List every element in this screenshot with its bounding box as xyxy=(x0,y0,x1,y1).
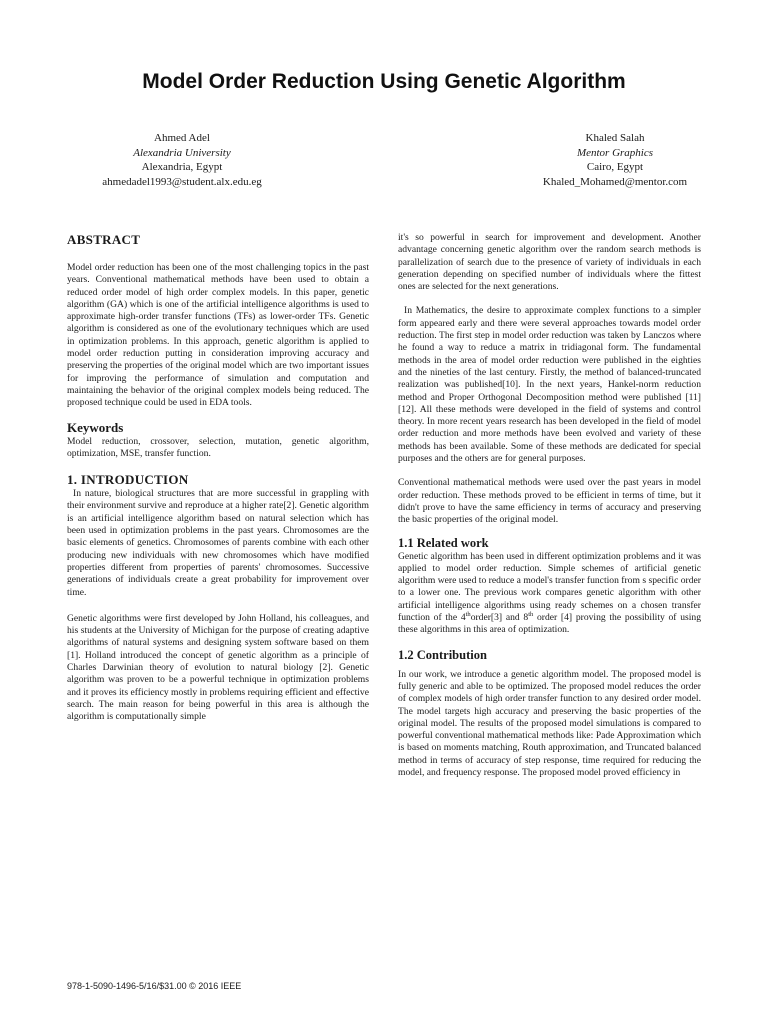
paper-title: Model Order Reduction Using Genetic Algorithm xyxy=(142,70,626,93)
author-location: Alexandria, Egypt xyxy=(141,161,223,173)
author-2 xyxy=(495,131,735,189)
author-affiliation: Alexandria University xyxy=(133,146,231,159)
introduction-heading: 1. INTRODUCTION xyxy=(67,472,189,488)
author-name: Ahmed Adel xyxy=(154,132,210,144)
keywords-heading: Keywords xyxy=(67,419,124,435)
superscript-th-2: th xyxy=(528,610,534,618)
author-location: Cairo, Egypt xyxy=(586,161,644,173)
author-email: Khaled_Mohamed@mentor.com xyxy=(542,175,688,188)
intro-paragraph-1: In nature, biological structures that are more successful in grappling with their environment survive and reproduce at a higher rate[2]. Genetic algorithm is an artificial intelligence algorithm based on natural selection which has been used in optimization problems in the past years. Chromosomes are the basic elements of genetics. Chromosomes of parents combine with each other producing new individuals with new chromosomes which have modified properties different from properties of parents' chromosomes. Successive generations of individuals create a great probability for improvement over time. xyxy=(67,488,369,598)
abstract-text: Model order reduction has been one of the most challenging topics in the past years. Conventional mathematical methods have been used to obtain a reduced order model of high order complex models. In this paper, genetic algorithm (GA) which is one of the artificial intelligence algorithms is used to approximate high-order transfer functions (TFs) as lower-order TFs. Genetic algorithm is considered as one of the evolutionary techniques which are used in optimization problems. In this approach, genetic algorithm is applied to model order reduction putting in consideration improving accuracy and preserving the properties of the original model which are two important issues for improving the performance of simulation and computation and maintaining the behavior of the original complex models being reduced. The proposed technique could be used in EDA tools. xyxy=(67,262,369,409)
related-work-text xyxy=(398,551,701,637)
left-column xyxy=(67,232,369,724)
related-work-text-a: Genetic algorithm has been used in different optimization problems and it was applied to model order reduction. Simple schemes of artificial genetic algorithm were used to reduce a model's transfer function from s specific order to a lower one. The previous work compares genetic algorithm with other artificial intelligence algorithms using ready schemes on a chosen transfer function of the 4 xyxy=(398,550,701,624)
intro-paragraph-4: In Mathematics, the desire to approximate complex functions to a simpler form appeared early and there were several approaches towards model order reduction. The first step in model order reduction was taken by Lanczos where he found a way to reduce a matrix in tridiagonal form. The fundamental methods in the area of model order reduction were published in the eighties and the nineties of the last century. Firstly, the method of balanced-truncated realization was published[10]. In the next years, Hankel-norm reduction method and Proper Orthogonal Decomposition method were published [11][12]. All these methods were developed in the field of systems and control theory. In more recent years research has been developed in the field of model order reduction and more methods have been evolved and variety of these methods has been available. Some of these methods are dedicated for special purposes and the others are for general purposes. xyxy=(398,305,701,465)
author-1 xyxy=(62,131,302,189)
author-affiliation: Mentor Graphics xyxy=(576,146,654,159)
intro-paragraph-5: Conventional mathematical methods were used over the past years in model order reduction. These methods proved to be efficient in terms of time, but it didn't prove to have the same efficiency in terms of accuracy and preserving the basic properties of the original model. xyxy=(398,477,701,526)
related-work-heading: 1.1 Related work xyxy=(398,535,489,550)
contribution-text: In our work, we introduce a genetic algorithm model. The proposed model is fully generic and able to be optimized. The proposed model reduces the order of complex models of high order transfer function to any desired order model. The model targets high accuracy and preserving the basic properties of the original model. The results of the proposed model simulations is compared to powerful conventional mathematical methods like: Pade Approximation which is based on moments matching, Routh approximation, and Truncated balanced method in terms of accuracy of step response, time required for reducing the model, and frequency response. The proposed model proved efficiency in xyxy=(398,668,701,778)
contribution-heading: 1.2 Contribution xyxy=(398,647,487,662)
related-work-text-b: order[3] and 8 xyxy=(470,612,529,624)
author-email: ahmedadel1993@student.alx.edu.eg xyxy=(102,175,262,188)
intro-paragraph-2: Genetic algorithms were first developed by John Holland, his colleagues, and his students at the University of Michigan for the purpose of creating adaptive algorithms of natural systems and designing system software based on them [1]. Holland introduced the concept of genetic algorithm as a principle of Charles Darwinian theory of evolution to natural biology [2]. Genetic algorithm was proven to be a powerful technique in optimization problems and it proves its efficiency mostly in problems requiring efficient and effective search. The main reason for being powerful in this area is although the algorithm is computationally simple xyxy=(67,612,369,723)
author-name: Khaled Salah xyxy=(585,132,645,144)
related-work-text-c: order [4] proving the possibility of using these algorithms in this area of optimization. xyxy=(398,612,702,636)
keywords-text: Model reduction, crossover, selection, mutation, genetic algorithm, optimization, MSE, transfer function. xyxy=(67,435,369,459)
abstract-heading: ABSTRACT xyxy=(67,232,141,247)
intro-paragraph-3: it's so powerful in search for improvement and development. Another advantage concerning genetic algorithm over the random search methods is parallelization of search due to the presence of variety of individuals in each generation depending on specified number of individuals where the fittest ones are selected for the next generations. xyxy=(398,232,701,293)
right-column xyxy=(398,232,701,779)
copyright-footer: 978-1-5090-1496-5/16/$31.00 © 2016 IEEE xyxy=(67,981,242,991)
superscript-th-1: th xyxy=(465,610,471,618)
